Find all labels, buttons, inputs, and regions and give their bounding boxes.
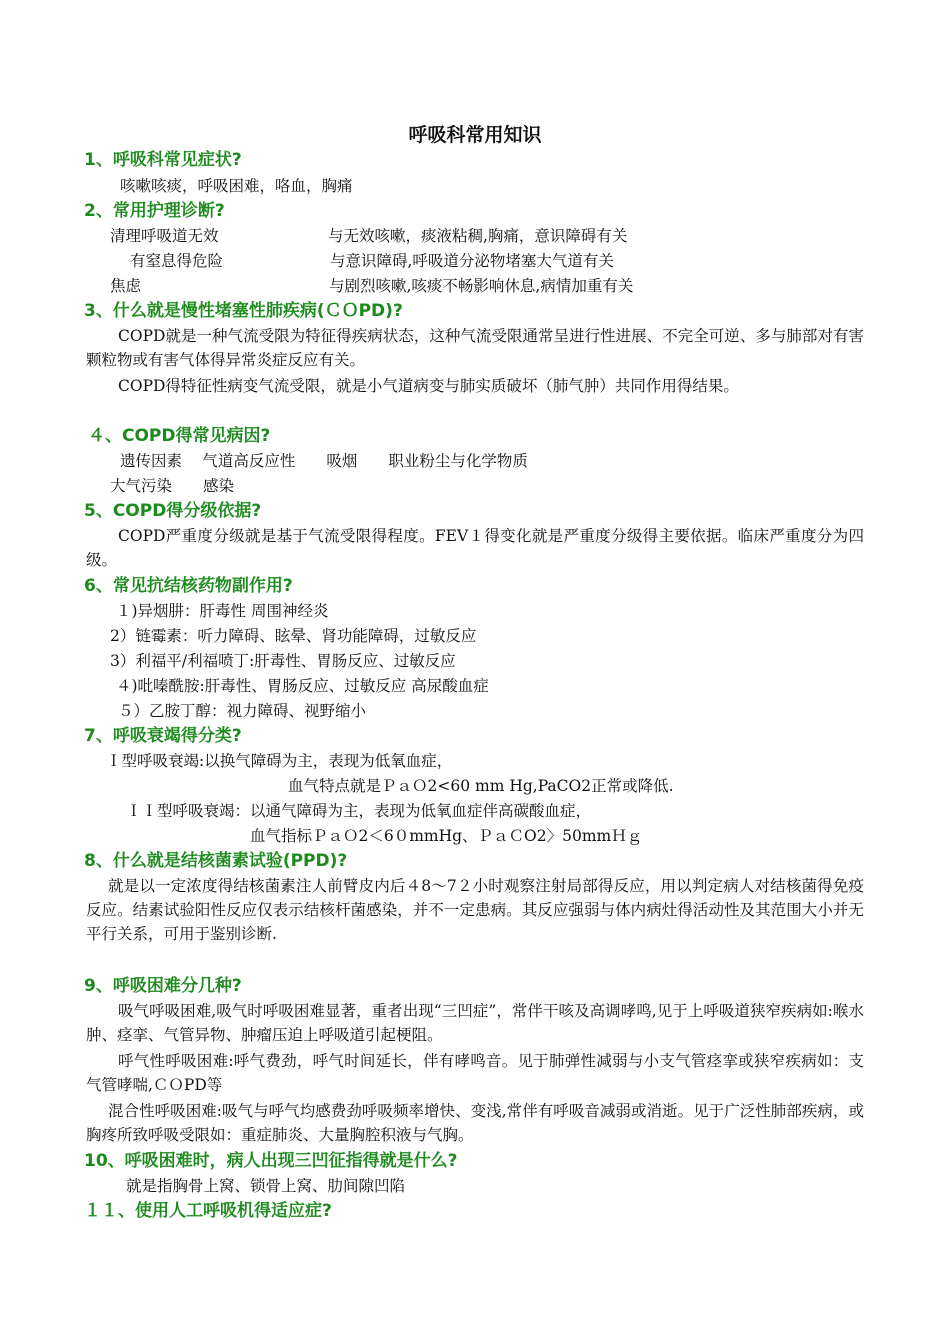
drug-side-effect-item: ４)吡嗪酰胺:肝毒性、胃肠反应、过敏反应 高尿酸血症 <box>116 677 489 695</box>
document-title: 呼吸科常用知识 <box>408 124 542 146</box>
question-6: 6、常见抗结核药物副作用? <box>84 576 293 596</box>
drug-side-effect-item: １)异烟肼：肝毒性 周围神经炎 <box>116 602 329 620</box>
expiratory-dyspnea-paragraph: 呼气性呼吸困难:呼气费劲，呼气时间延长，伴有哮鸣音。见于肺弹性减弱与小支气管痉挛或狭窄疾病如：支气管哮喘,ＣＯPD等 <box>86 1052 864 1094</box>
drug-side-effect-item: 3）利福平/利福喷丁:肝毒性、胃肠反应、过敏反应 <box>110 652 456 670</box>
nursing-diagnosis-term: 焦虑 <box>110 277 142 295</box>
type1-respiratory-failure: Ｉ型呼吸衰竭:以换气障碍为主，表现为低氧血症， <box>106 752 453 770</box>
question-2: 2、常用护理诊断? <box>84 201 225 221</box>
question-9: 9、呼吸困难分几种? <box>84 976 242 996</box>
copd-pathology-paragraph: COPD得特征性病变气流受限，就是小气道病变与肺实质破坏（肺气肿）共同作用得结果。 <box>118 377 739 395</box>
inspiratory-dyspnea-paragraph: 吸气呼吸困难,吸气时呼吸困难显著，重者出现“三凹症”，常伴干咳及高调哮鸣,见于上呼吸道狭窄疾病如:喉水肿、痉挛、气管异物、肿瘤压迫上呼吸道引起梗阻。 <box>86 1002 864 1044</box>
copd-causes-line: 遗传因素 气道高反应性 吸烟 职业粉尘与化学物质 <box>120 452 528 470</box>
drug-side-effect-item: ５）乙胺丁醇：视力障碍、视野缩小 <box>118 702 367 720</box>
mixed-dyspnea-paragraph: 混合性呼吸困难:吸气与呼气均感费劲呼吸频率增快、变浅,常伴有呼吸音减弱或消逝。见于广泛性肺部疾病，或胸疼所致呼吸受限如：重症肺炎、大量胸腔积液与气胸。 <box>86 1102 864 1144</box>
question-10: 10、呼吸困难时，病人出现三凹征指得就是什么? <box>84 1151 458 1171</box>
answer-10: 就是指胸骨上窝、锁骨上窝、肋间隙凹陷 <box>126 1177 406 1195</box>
nursing-diagnosis-term: 清理呼吸道无效 <box>110 227 219 245</box>
nursing-diagnosis-term: 有窒息得危险 <box>130 252 224 270</box>
answer-1: 咳嗽咳痰，呼吸困难，咯血，胸痛 <box>120 177 353 195</box>
question-1: 1、呼吸科常见症状? <box>84 150 242 170</box>
type2-respiratory-failure: ＩＩ型呼吸衰竭：以通气障碍为主，表现为低氧血症伴高碳酸血症， <box>126 802 592 820</box>
drug-side-effect-item: 2）链霉素：听力障碍、眩晕、肾功能障碍，过敏反应 <box>110 627 477 645</box>
type1-blood-gas: 血气特点就是ＰａＯ2<60 mm Hg,PaCO2正常或降低. <box>288 777 674 795</box>
question-7: 7、呼吸衰竭得分类? <box>84 726 242 746</box>
question-11: １１、使用人工呼吸机得适应症? <box>84 1201 332 1221</box>
question-8: 8、什么就是结核菌素试验(PPD)? <box>84 851 348 871</box>
question-5: 5、COPD得分级依据? <box>84 501 262 521</box>
ppd-test-paragraph: 就是以一定浓度得结核菌素注人前臂皮内后４8～7２小时观察注射局部得反应，用以判定病人对结核菌得免疫反应。结素试验阳性反应仅表示结核杆菌感染，并不一定患病。其反应强弱与体内病灶得活动性及其范围大小并无平行关系，可用于鉴别诊断. <box>86 877 864 943</box>
nursing-diagnosis-relation: 与剧烈咳嗽,咳痰不畅影响休息,病情加重有关 <box>329 277 634 295</box>
copd-definition-paragraph: COPD就是一种气流受限为特征得疾病状态，这种气流受限通常呈进行性进展、不完全可逆、多与肺部对有害颗粒物或有害气体得异常炎症反应有关。 <box>86 327 864 369</box>
copd-grading-paragraph: COPD严重度分级就是基于气流受限得程度。FEV１得变化就是严重度分级得主要依据。临床严重度分为四级。 <box>86 527 864 569</box>
copd-causes-line: 大气污染 感染 <box>110 477 235 495</box>
question-4: ４、COPD得常见病因? <box>88 426 271 446</box>
type2-blood-gas: 血气指标ＰａＯ2＜6０mmHg、ＰａＣO2〉50mmＨｇ <box>250 827 643 845</box>
nursing-diagnosis-relation: 与无效咳嗽，痰液粘稠,胸痛，意识障碍有关 <box>328 227 628 245</box>
question-3: 3、什么就是慢性堵塞性肺疾病(ＣＯPD)? <box>84 301 403 321</box>
nursing-diagnosis-relation: 与意识障碍,呼吸道分泌物堵塞大气道有关 <box>330 252 614 270</box>
